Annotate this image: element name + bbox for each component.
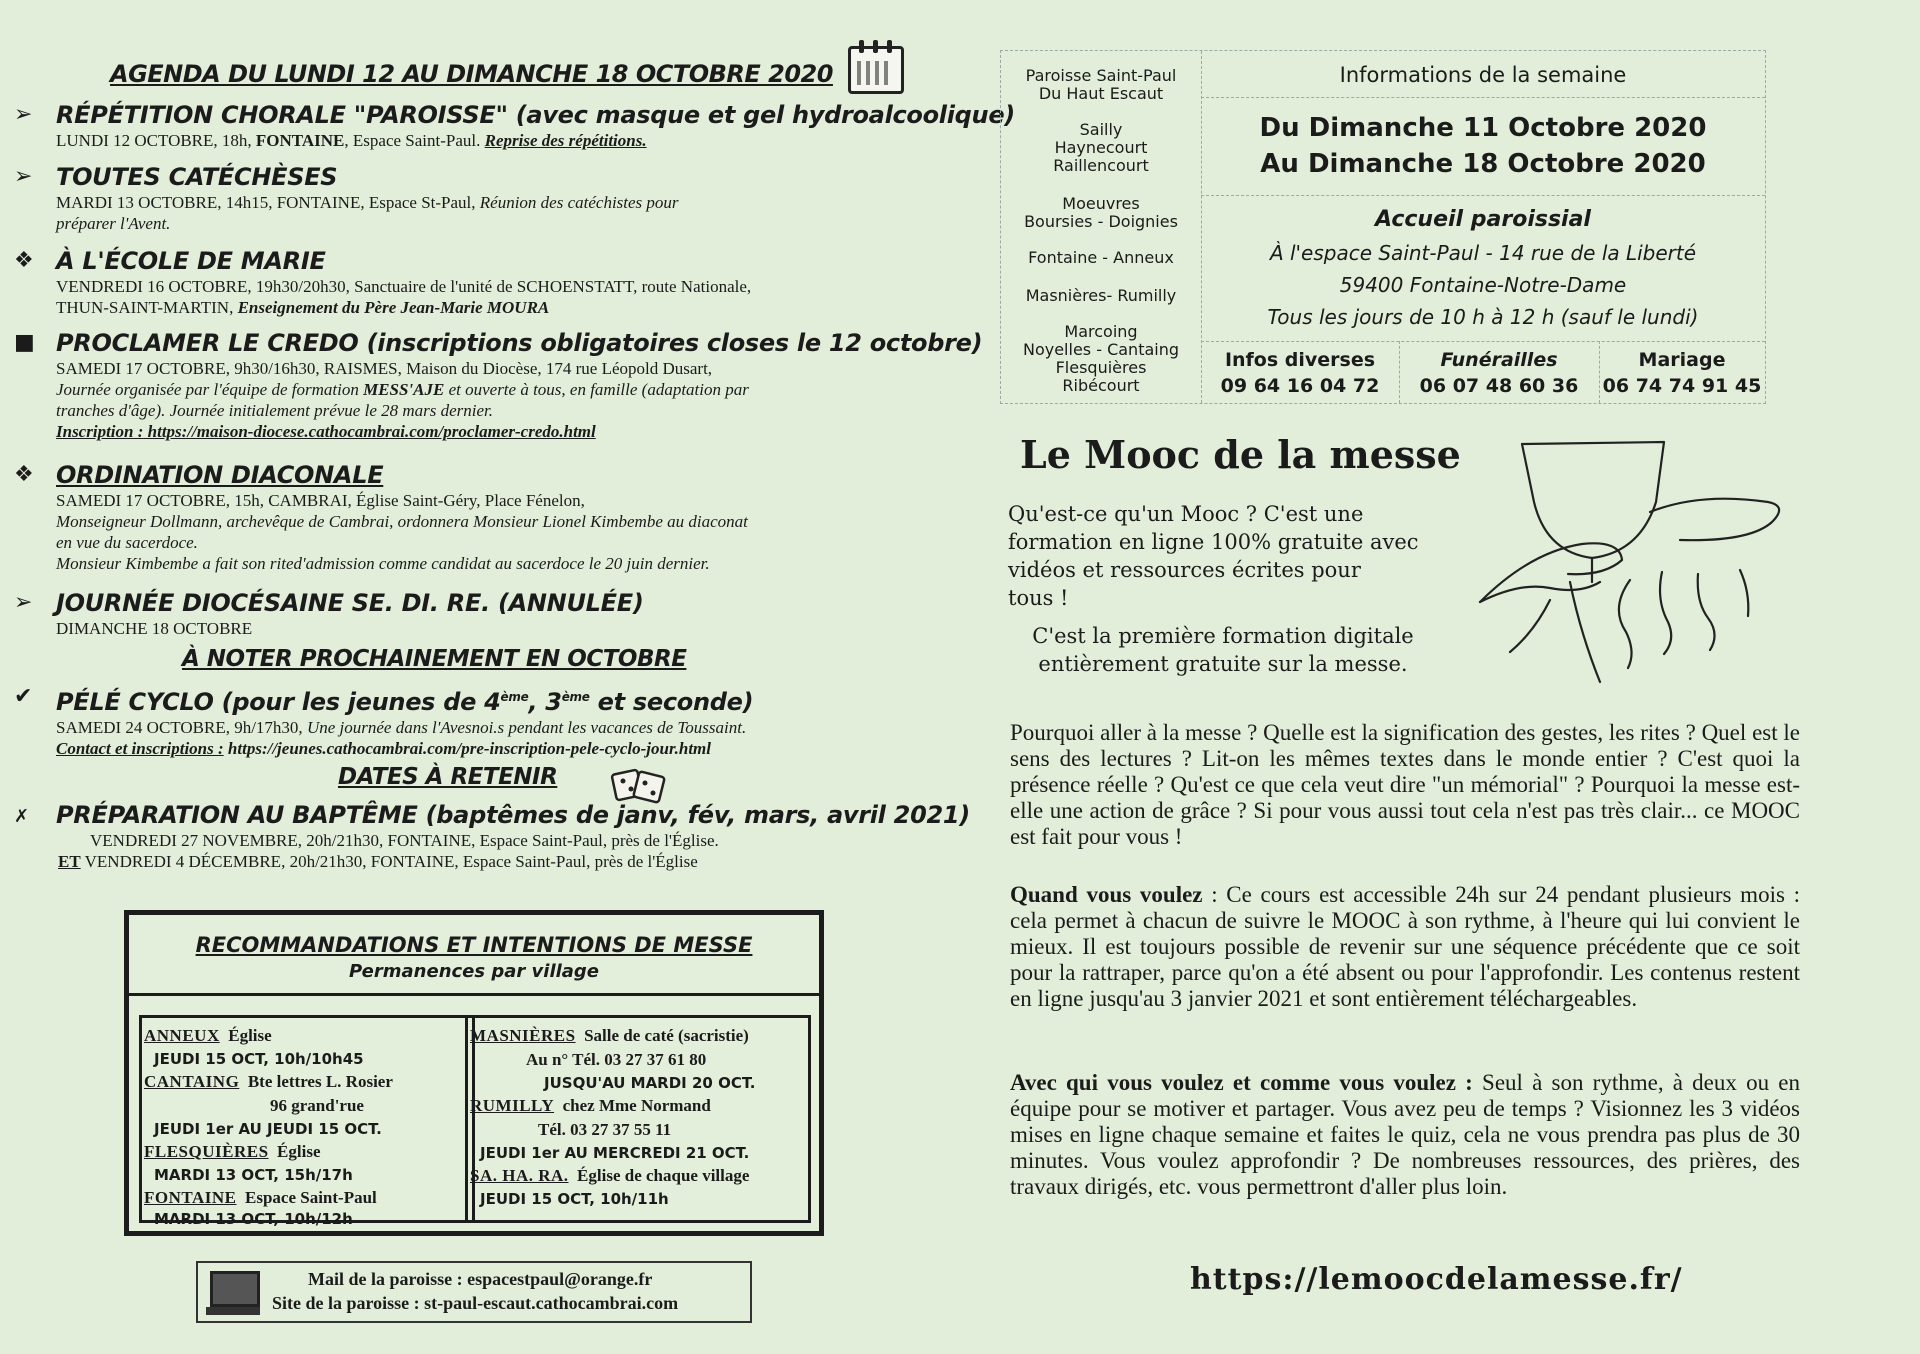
agenda-item-bapteme xyxy=(14,800,970,872)
agenda-item-catecheses xyxy=(14,162,934,234)
agenda-item-title: TOUTES CATÉCHÈSES xyxy=(56,163,338,191)
contact-infos-phone[interactable]: 09 64 16 04 72 xyxy=(1220,375,1380,397)
agenda-item-credo xyxy=(14,328,983,442)
arrow-bullet-icon: ➢ xyxy=(14,164,33,189)
agenda-item-title: RÉPÉTITION CHORALE "PAROISSE" (avec masque et gel hydroalcoolique) xyxy=(56,101,1015,129)
contact-infos-label: Infos diverses xyxy=(1224,349,1376,371)
parish-email[interactable]: Mail de la paroisse : espacestpaul@orange.fr xyxy=(308,1269,653,1289)
agenda-item-title: ORDINATION DIACONALE xyxy=(56,461,384,489)
agenda-item-title: À L'ÉCOLE DE MARIE xyxy=(56,247,326,275)
check-bullet-icon: ✔ xyxy=(14,684,33,709)
diamond-bullet-icon: ❖ xyxy=(14,462,34,487)
computer-icon xyxy=(210,1271,260,1307)
mooc-paragraph-when: Quand vous voulez : Ce cours est accessible 24h sur 24 pendant plusieurs mois : cela permet à chacun de suivre le MOOC à son rythme, à l'heure qui lui convient le mieux. Il est toujours possible de revenir sur une séquence précédente que ce soit pour la rattraper, parce qu'on a été absent ou pour l'approfondir. Les contenus restent en ligne jusqu'au 3 janvier 2021 et sont entièrement téléchargeables. xyxy=(1010,882,1801,1011)
permanence-cantaing: CANTAING Bte lettres L. Rosier xyxy=(144,1072,393,1091)
agenda-item-title: PRÉPARATION AU BAPTÊME (baptêmes de janv, fév, mars, avril 2021) xyxy=(56,801,970,829)
permanence-masnieres: MASNIÈRES Salle de caté (sacristie) xyxy=(470,1026,749,1045)
recommendations-box xyxy=(124,910,824,1236)
contact-box xyxy=(196,1261,752,1323)
pele-cyclo-link[interactable]: https://jeunes.cathocambrai.com/pre-inscription-pele-cyclo-jour.html xyxy=(223,739,711,758)
mooc-paragraph-why: Pourquoi aller à la messe ? Quelle est la signification des gestes, les rites ? Quel est le sens des lectures ? Lit-on les mêmes textes dans le monde entier ? C'est quoi la présence réelle ? Qu'est ce que cela veut dire "un mémorial" ? Pourquoi la messe est-elle une action de grâce ? Si pour vous aussi tout cela n'est pas très clair... ce MOOC est fait pour vous ! xyxy=(1010,720,1800,849)
agenda-item-details: MARDI 13 OCTOBRE, 14h15, FONTAINE, Espace St-Paul, Réunion des catéchistes pour préparer l'Avent. xyxy=(56,193,679,233)
mooc-url-link[interactable]: https://lemoocdelamesse.fr/ xyxy=(1190,1262,1683,1297)
agenda-item-ecole-de-marie xyxy=(14,246,934,318)
agenda-item-details: SAMEDI 24 OCTOBRE, 9h/17h30, Une journée dans l'Avesnoi.s pendant les vacances de Toussaint. Contact et inscriptions : https://jeunes.cathocambrai.com/pre-inscription-pele-cyclo-jour.html xyxy=(56,718,747,758)
contact-funerailles-phone[interactable]: 06 07 48 60 36 xyxy=(1419,375,1579,397)
cross-bullet-icon: ✗ xyxy=(14,806,30,827)
recommendations-title: RECOMMANDATIONS ET INTENTIONS DE MESSE xyxy=(195,933,753,957)
info-table xyxy=(1000,50,1766,404)
accueil-hours: Tous les jours de 10 h à 12 h (sauf le lundi) xyxy=(1267,305,1699,329)
village-group: Moeuvres Boursies - Doignies xyxy=(1024,194,1178,231)
permanence-flesquieres: FLESQUIÈRES Église xyxy=(144,1142,321,1161)
permanence-fontaine: FONTAINE Espace Saint-Paul xyxy=(144,1188,377,1207)
agenda-item-chorale xyxy=(14,100,1015,151)
agenda-item-details: LUNDI 12 OCTOBRE, 18h, FONTAINE, Espace Saint-Paul. Reprise des répétitions. xyxy=(56,131,647,150)
village-group: Sailly Haynecourt Raillencourt xyxy=(1053,120,1149,175)
section-heading-octobre: À NOTER PROCHAINEMENT EN OCTOBRE xyxy=(182,646,687,672)
date-to: Au Dimanche 18 Octobre 2020 xyxy=(1260,149,1706,179)
arrow-bullet-icon: ➢ xyxy=(14,590,33,615)
credo-link[interactable]: https://maison-diocese.cathocambrai.com/proclamer-credo.html xyxy=(143,422,596,441)
agenda-item-title: JOURNÉE DIOCÉSAINE SE. DI. RE. (ANNULÉE) xyxy=(56,589,644,617)
mooc-paragraph-with-whom: Avec qui vous voulez et comme vous voulez : Seul à son rythme, à deux ou en équipe pour se motiver et partager. Vous avez peu de temps ? Visionnez les 3 vidéos mises en ligne chaque semaine et faites le quiz, cela ne vous prendra pas plus de 30 minutes. Vous voulez approfondir ? De nombreuses ressources, des prières, des travaux dirigés, etc. vous permettront d'aller plus loin. xyxy=(1010,1070,1800,1199)
mooc-intro-2: C'est la première formation digitale entièrement gratuite sur la messe. xyxy=(1032,624,1414,676)
parish-name: Paroisse Saint-Paul Du Haut Escaut xyxy=(1025,66,1177,103)
contact-mariage-label: Mariage xyxy=(1638,349,1726,371)
contact-funerailles-label: Funérailles xyxy=(1440,349,1558,371)
village-group: Marcoing Noyelles - Cantaing Flesquières Ribécourt xyxy=(1022,322,1180,395)
section-heading-dates: DATES À RETENIR xyxy=(338,764,558,790)
agenda-item-details: SAMEDI 17 OCTOBRE, 9h30/16h30, RAISMES, Maison du Diocèse, 174 rue Léopold Dusart, Journée organisée par l'équipe de formation MESS'AJE et ouverte à tous, en famille (adaptation par tranches d'âge). Journée initialement prévue le 28 mars dernier. Inscription : https://maison-diocese.cathocambrai.com/proclamer-credo.html xyxy=(56,359,749,441)
permanence-saharara: SA. HA. RA. Église de chaque village xyxy=(470,1166,750,1185)
agenda-title: AGENDA DU LUNDI 12 AU DIMANCHE 18 OCTOBRE 2020 xyxy=(110,60,833,88)
permanences-right: MASNIÈRES Salle de caté (sacristie) Au n° Tél. 03 27 37 61 80 JUSQU'AU MARDI 20 OCT. RUMILLY chez Mme Normand Tél. 03 27 37 55 11 JEUDI 1er AU MERCREDI 21 OCT. SA. HA. RA. Église de chaque village JEUDI 15 OCT, 10h/11h xyxy=(465,1015,811,1223)
agenda-item-details: SAMEDI 17 OCTOBRE, 15h, CAMBRAI, Église Saint-Géry, Place Fénelon, Monseigneur Dollmann, archevêque de Cambrai, ordonnera Monsieur Lionel Kimbembe au diaconat en vue du sacerdoce. Monsieur Kimbembe a fait son rited'admission comme candidat au sacerdoce le 20 juin dernier. xyxy=(56,491,748,573)
calendar-icon xyxy=(848,46,904,94)
square-bullet-icon: ■ xyxy=(14,330,35,355)
contact-mariage-phone[interactable]: 06 74 74 91 45 xyxy=(1602,375,1762,397)
agenda-item-details: DIMANCHE 18 OCTOBRE xyxy=(56,619,253,638)
agenda-item-details: VENDREDI 27 NOVEMBRE, 20h/21h30, FONTAINE, Espace Saint-Paul, près de l'Église. ET VENDREDI 4 DÉCEMBRE, 20h/21h30, FONTAINE, Espace Saint-Paul, près de l'Église xyxy=(58,831,719,871)
arrow-bullet-icon: ➢ xyxy=(14,102,33,127)
accueil-address: À l'espace Saint-Paul - 14 rue de la Liberté xyxy=(1269,241,1697,265)
agenda-item-details: VENDREDI 16 OCTOBRE, 19h30/20h30, Sanctuaire de l'unité de SCHOENSTATT, route Nationale, THUN-SAINT-MARTIN, Enseignement du Père Jean-Marie MOURA xyxy=(56,277,752,317)
mooc-intro: Qu'est-ce qu'un Mooc ? C'est une formation en ligne 100% gratuite avec vidéos et ressources écrites pour tous ! xyxy=(1008,502,1419,610)
permanence-rumilly: RUMILLY chez Mme Normand xyxy=(470,1096,711,1115)
permanence-anneux: ANNEUX Église xyxy=(144,1026,272,1045)
agenda-item-journee-diocesaine xyxy=(14,588,934,639)
village-group: Fontaine - Anneux xyxy=(1028,248,1174,267)
agenda-item-ordination xyxy=(14,460,934,574)
accueil-city: 59400 Fontaine-Notre-Dame xyxy=(1339,273,1627,297)
village-group: Masnières- Rumilly xyxy=(1025,286,1177,305)
accueil-title: Accueil paroissial xyxy=(1375,207,1591,232)
recommendations-subtitle: Permanences par village xyxy=(348,961,600,982)
parish-website[interactable]: Site de la paroisse : st-paul-escaut.cathocambrai.com xyxy=(272,1293,679,1313)
mooc-title: Le Mooc de la messe xyxy=(1020,432,1461,477)
agenda-item-title: PROCLAMER LE CREDO (inscriptions obligatoires closes le 12 octobre) xyxy=(56,329,983,357)
diamond-bullet-icon: ❖ xyxy=(14,248,34,273)
chalice-hand-illustration xyxy=(1450,432,1820,692)
permanences-left: ANNEUX Église JEUDI 15 OCT, 10h/10h45 CANTAING Bte lettres L. Rosier 96 grand'rue JEUDI 1er AU JEUDI 15 OCT. FLESQUIÈRES Église MARDI 13 OCT, 15h/17h FONTAINE Espace Saint-Paul MARDI 13 OCT, 10h/12h xyxy=(139,1015,475,1223)
agenda-item-pele-cyclo xyxy=(14,682,934,759)
agenda-item-title: PÉLÉ CYCLO (pour les jeunes de 4ème, 3ème et seconde) xyxy=(56,688,754,716)
date-from: Du Dimanche 11 Octobre 2020 xyxy=(1259,113,1707,143)
week-info-header: Informations de la semaine xyxy=(1339,63,1627,87)
